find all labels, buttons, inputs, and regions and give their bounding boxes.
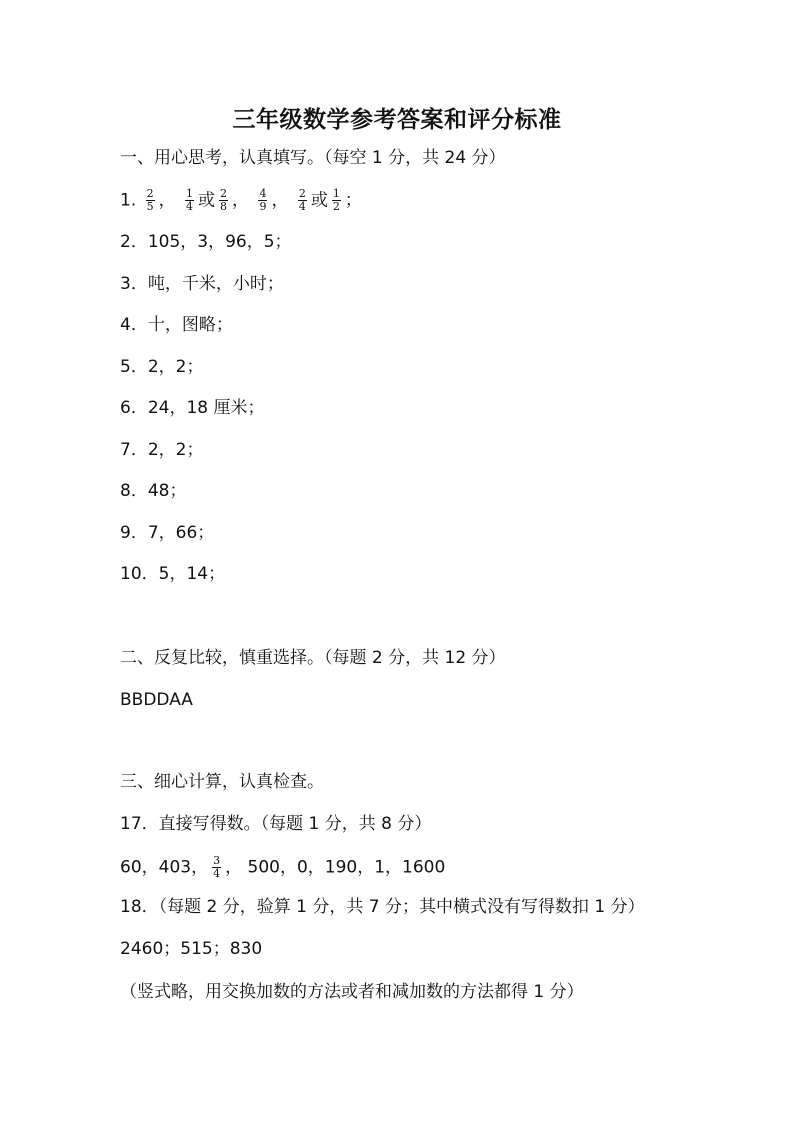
fraction bbox=[219, 188, 228, 213]
denominator: 8 bbox=[220, 200, 228, 213]
section-2-answer: BBDDAA bbox=[120, 690, 193, 710]
section-2-heading: 二、反复比较，慎重选择。（每题 2 分，共 12 分） bbox=[120, 648, 506, 668]
answer-line-2: 2．105，3，96，5； bbox=[120, 232, 292, 252]
denominator: 4 bbox=[213, 867, 221, 880]
numerator: 4 bbox=[259, 187, 267, 200]
fraction bbox=[212, 855, 221, 880]
answer-line-8: 8．48； bbox=[120, 481, 187, 501]
line-end: ； bbox=[344, 190, 362, 211]
denominator: 4 bbox=[186, 200, 194, 213]
or-text: 或 bbox=[198, 190, 216, 211]
section-1-heading: 一、用心思考，认真填写。（每空 1 分，共 24 分） bbox=[120, 148, 506, 168]
separator: ， bbox=[158, 190, 176, 211]
fraction bbox=[332, 188, 341, 213]
numerator: 2 bbox=[146, 187, 154, 200]
denominator: 4 bbox=[298, 200, 306, 213]
page-title: 三年级数学参考答案和评分标准 bbox=[232, 106, 562, 133]
answer-17-end: ， 500，0，190，1，1600 bbox=[225, 857, 446, 878]
answer-17 bbox=[120, 855, 445, 880]
separator: ， bbox=[232, 190, 250, 211]
answer-line-7: 7．2，2； bbox=[120, 440, 204, 460]
denominator: 5 bbox=[146, 200, 154, 213]
section-3-heading: 三、细心计算，认真检查。 bbox=[120, 772, 324, 792]
answer-18: 2460；515；830 bbox=[120, 939, 263, 959]
answer-17-start: 60，403， bbox=[120, 857, 209, 878]
numerator: 3 bbox=[213, 854, 221, 867]
numerator: 2 bbox=[220, 187, 228, 200]
numerator: 1 bbox=[186, 187, 194, 200]
fraction bbox=[298, 188, 307, 213]
denominator: 9 bbox=[259, 200, 267, 213]
numerator: 1 bbox=[332, 187, 340, 200]
fraction bbox=[146, 188, 155, 213]
denominator: 2 bbox=[332, 200, 340, 213]
answer-18-note: （竖式略，用交换加数的方法或者和减加数的方法都得 1 分） bbox=[120, 982, 584, 1002]
answer-line-3: 3．吨，千米，小时； bbox=[120, 274, 284, 294]
answer-line-10: 10．5，14； bbox=[120, 564, 226, 584]
separator: ， bbox=[271, 190, 289, 211]
answer-line-5: 5．2，2； bbox=[120, 357, 204, 377]
answer-line-4: 4．十，图略； bbox=[120, 315, 233, 335]
answer-line-1 bbox=[120, 188, 362, 213]
numerator: 2 bbox=[298, 187, 306, 200]
fraction bbox=[258, 188, 267, 213]
question-17: 17．直接写得数。（每题 1 分，共 8 分） bbox=[120, 814, 432, 834]
answer-line-9: 9．7，66； bbox=[120, 523, 215, 543]
question-number: 1. bbox=[120, 190, 137, 211]
fraction bbox=[185, 188, 194, 213]
or-text: 或 bbox=[310, 190, 328, 211]
question-18: 18．（每题 2 分，验算 1 分，共 7 分；其中横式没有写得数扣 1 分） bbox=[120, 897, 645, 917]
answer-line-6: 6．24，18 厘米； bbox=[120, 398, 265, 418]
